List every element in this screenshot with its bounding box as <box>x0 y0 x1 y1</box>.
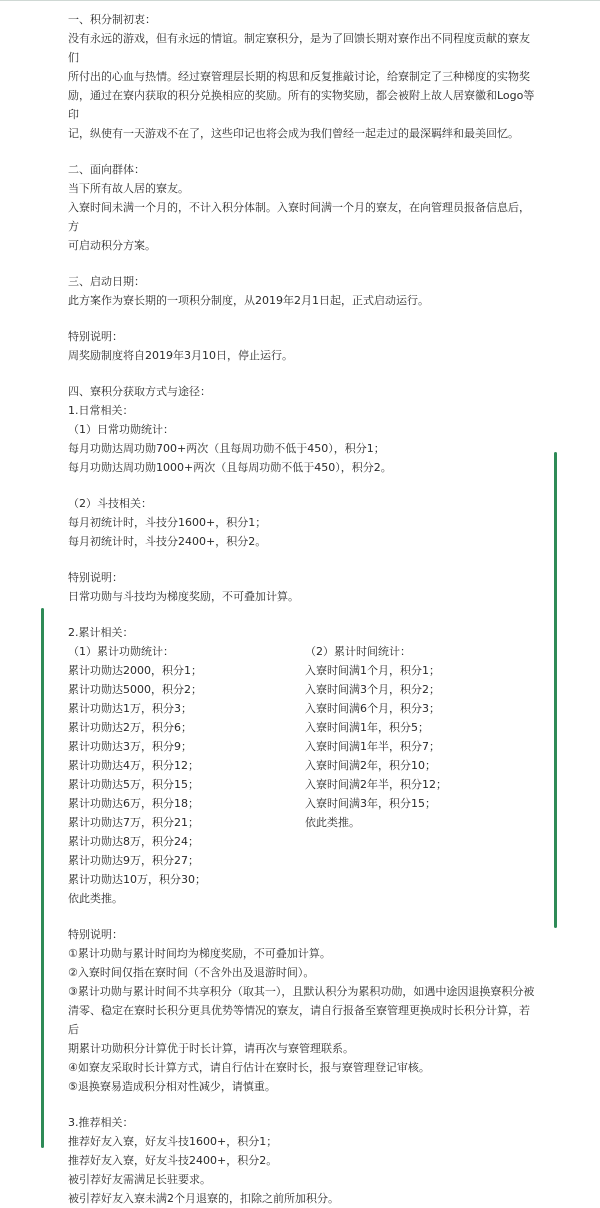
list-item: 依此类推。 <box>305 816 360 829</box>
subsection-heading: 2.累计相关： <box>68 626 134 639</box>
list-item: 入寮时间满6个月，积分3； <box>305 702 440 715</box>
paragraph-line: 当下所有故人居的寮友。 <box>68 182 189 195</box>
list-item: 入寮时间满1年半，积分7； <box>305 740 440 753</box>
spacer <box>68 255 538 272</box>
paragraph-line: 记，纵使有一天游戏不在了，这些印记也将会成为我们曾经一起走过的最深羁绊和最美回忆。 <box>68 127 519 140</box>
paragraph-line: 每月初统计时，斗技分1600+，积分1； <box>68 516 267 529</box>
item-heading: （1）日常功勋统计： <box>68 423 174 436</box>
list-item: 累计功勋达3万，积分9； <box>68 740 192 753</box>
spacer <box>68 365 538 382</box>
spacer <box>68 143 538 160</box>
list-item: 入寮时间满2年，积分10； <box>305 759 436 772</box>
note-line: ⑤退换寮易造成积分相对性减少，请慎重。 <box>68 1080 276 1093</box>
note-line: ③累计功勋与累计时间不共享积分（取其一），且默认积分为累积功勋，如遇中途因退换寮积分被 <box>68 985 535 998</box>
spacer <box>68 310 538 327</box>
list-item: 累计功勋达2000，积分1； <box>68 664 202 677</box>
paragraph-line: 日常功勋与斗技均为梯度奖励，不可叠加计算。 <box>68 590 299 603</box>
paragraph-line: 没有永远的游戏，但有永远的情谊。制定寮积分，是为了回馈长期对寮作出不同程度贡献的寮友们 <box>68 32 530 64</box>
paragraph-line: 周奖励制度将自2019年3月10日，停止运行。 <box>68 349 293 362</box>
section-heading: 二、面向群体： <box>68 163 145 176</box>
paragraph-line: 被引荐好友入寮未满2个月退寮的，扣除之前所加积分。 <box>68 1192 339 1205</box>
section-heading: 四、寮积分获取方式与途径： <box>68 385 211 398</box>
paragraph-line: 每月功勋达周功勋700+两次（且每周功勋不低于450），积分1； <box>68 442 385 455</box>
note-heading: 特别说明： <box>68 928 123 941</box>
list-item: 入寮时间满3个月，积分2； <box>305 683 440 696</box>
list-item: 累计功勋达10万，积分30； <box>68 873 206 886</box>
item-heading: （1）累计功勋统计： <box>68 645 174 658</box>
left-accent-line <box>41 608 44 1148</box>
section-start-date <box>68 272 538 310</box>
list-item: 累计功勋达9万，积分27； <box>68 854 199 867</box>
note-line: 清零、稳定在寮时长积分更具优势等情况的寮友，请自行报备至寮管理更换成时长积分计算，若后 <box>68 1004 530 1036</box>
list-item: 入寮时间满3年，积分15； <box>305 797 436 810</box>
note-line: 期累计功勋积分计算优于时长计算，请再次与寮管理联系。 <box>68 1042 354 1055</box>
section-heading: 一、积分制初衷： <box>68 13 156 26</box>
cumulative-time-column <box>305 642 538 908</box>
note-line: ②入寮时间仅指在寮时间（不含外出及退游时间）。 <box>68 966 315 979</box>
list-item: 累计功勋达4万，积分12； <box>68 759 199 772</box>
paragraph-line: 入寮时间未满一个月的，不计入积分体制。入寮时间满一个月的寮友，在向管理员报备信息后，方 <box>68 201 530 233</box>
list-item: 入寮时间满1年，积分5； <box>305 721 429 734</box>
spacer <box>68 606 538 623</box>
note-heading: 特别说明： <box>68 330 123 343</box>
paragraph-line: 励，通过在寮内获取的积分兑换相应的奖励。所有的实物奖励，都会被附上故人居寮徽和Logo等印 <box>68 89 535 121</box>
section-heading: 三、启动日期： <box>68 275 145 288</box>
paragraph-line: 此方案作为寮长期的一项积分制度，从2019年2月1日起，正式启动运行。 <box>68 294 429 307</box>
list-item: 依此类推。 <box>68 892 123 905</box>
spacer <box>68 1096 538 1113</box>
list-item: 累计功勋达5万，积分15； <box>68 778 199 791</box>
list-item: 累计功勋达7万，积分21； <box>68 816 199 829</box>
subsection-heading: 3.推荐相关： <box>68 1116 134 1129</box>
spacer <box>68 908 538 925</box>
list-item: 入寮时间满2年半，积分12； <box>305 778 447 791</box>
paragraph-line: 每月功勋达周功勋1000+两次（且每周功勋不低于450），积分2。 <box>68 461 392 474</box>
note-heading: 特别说明： <box>68 571 123 584</box>
list-item: 入寮时间满1个月，积分1； <box>305 664 440 677</box>
spacer <box>68 477 538 494</box>
paragraph-line: 所付出的心血与热情。经过寮管理层长期的构思和反复推敲讨论，给寮制定了三种梯度的实物奖 <box>68 70 530 83</box>
top-border <box>0 0 600 1</box>
cumulative-merit-column <box>68 642 305 908</box>
paragraph-line: 推荐好友入寮，好友斗技2400+，积分2。 <box>68 1154 278 1167</box>
section-audience <box>68 160 538 255</box>
special-note <box>68 327 538 365</box>
section-intent <box>68 10 538 143</box>
spacer <box>68 551 538 568</box>
list-item: 累计功勋达2万，积分6； <box>68 721 192 734</box>
list-item: 累计功勋达1万，积分3； <box>68 702 192 715</box>
paragraph-line: 每月初统计时，斗技分2400+，积分2。 <box>68 535 267 548</box>
item-heading: （2）斗技相关： <box>68 497 152 510</box>
item-heading: （2）累计时间统计： <box>305 645 411 658</box>
list-item: 累计功勋达5000，积分2； <box>68 683 202 696</box>
cumulative-columns <box>68 642 538 908</box>
subsection-heading: 1.日常相关： <box>68 404 134 417</box>
paragraph-line: 被引荐好友需满足长驻要求。 <box>68 1173 211 1186</box>
note-line: ①累计功勋与累计时间均为梯度奖励，不可叠加计算。 <box>68 947 331 960</box>
paragraph-line: 推荐好友入寮，好友斗技1600+，积分1； <box>68 1135 278 1148</box>
list-item: 累计功勋达6万，积分18； <box>68 797 199 810</box>
document-body <box>68 10 538 1208</box>
paragraph-line: 可启动积分方案。 <box>68 239 156 252</box>
list-item: 累计功勋达8万，积分24； <box>68 835 199 848</box>
section-acquisition <box>68 382 538 1208</box>
note-line: ④如寮友采取时长计算方式，请自行估计在寮时长，报与寮管理登记审核。 <box>68 1061 430 1074</box>
right-accent-line <box>554 452 557 928</box>
